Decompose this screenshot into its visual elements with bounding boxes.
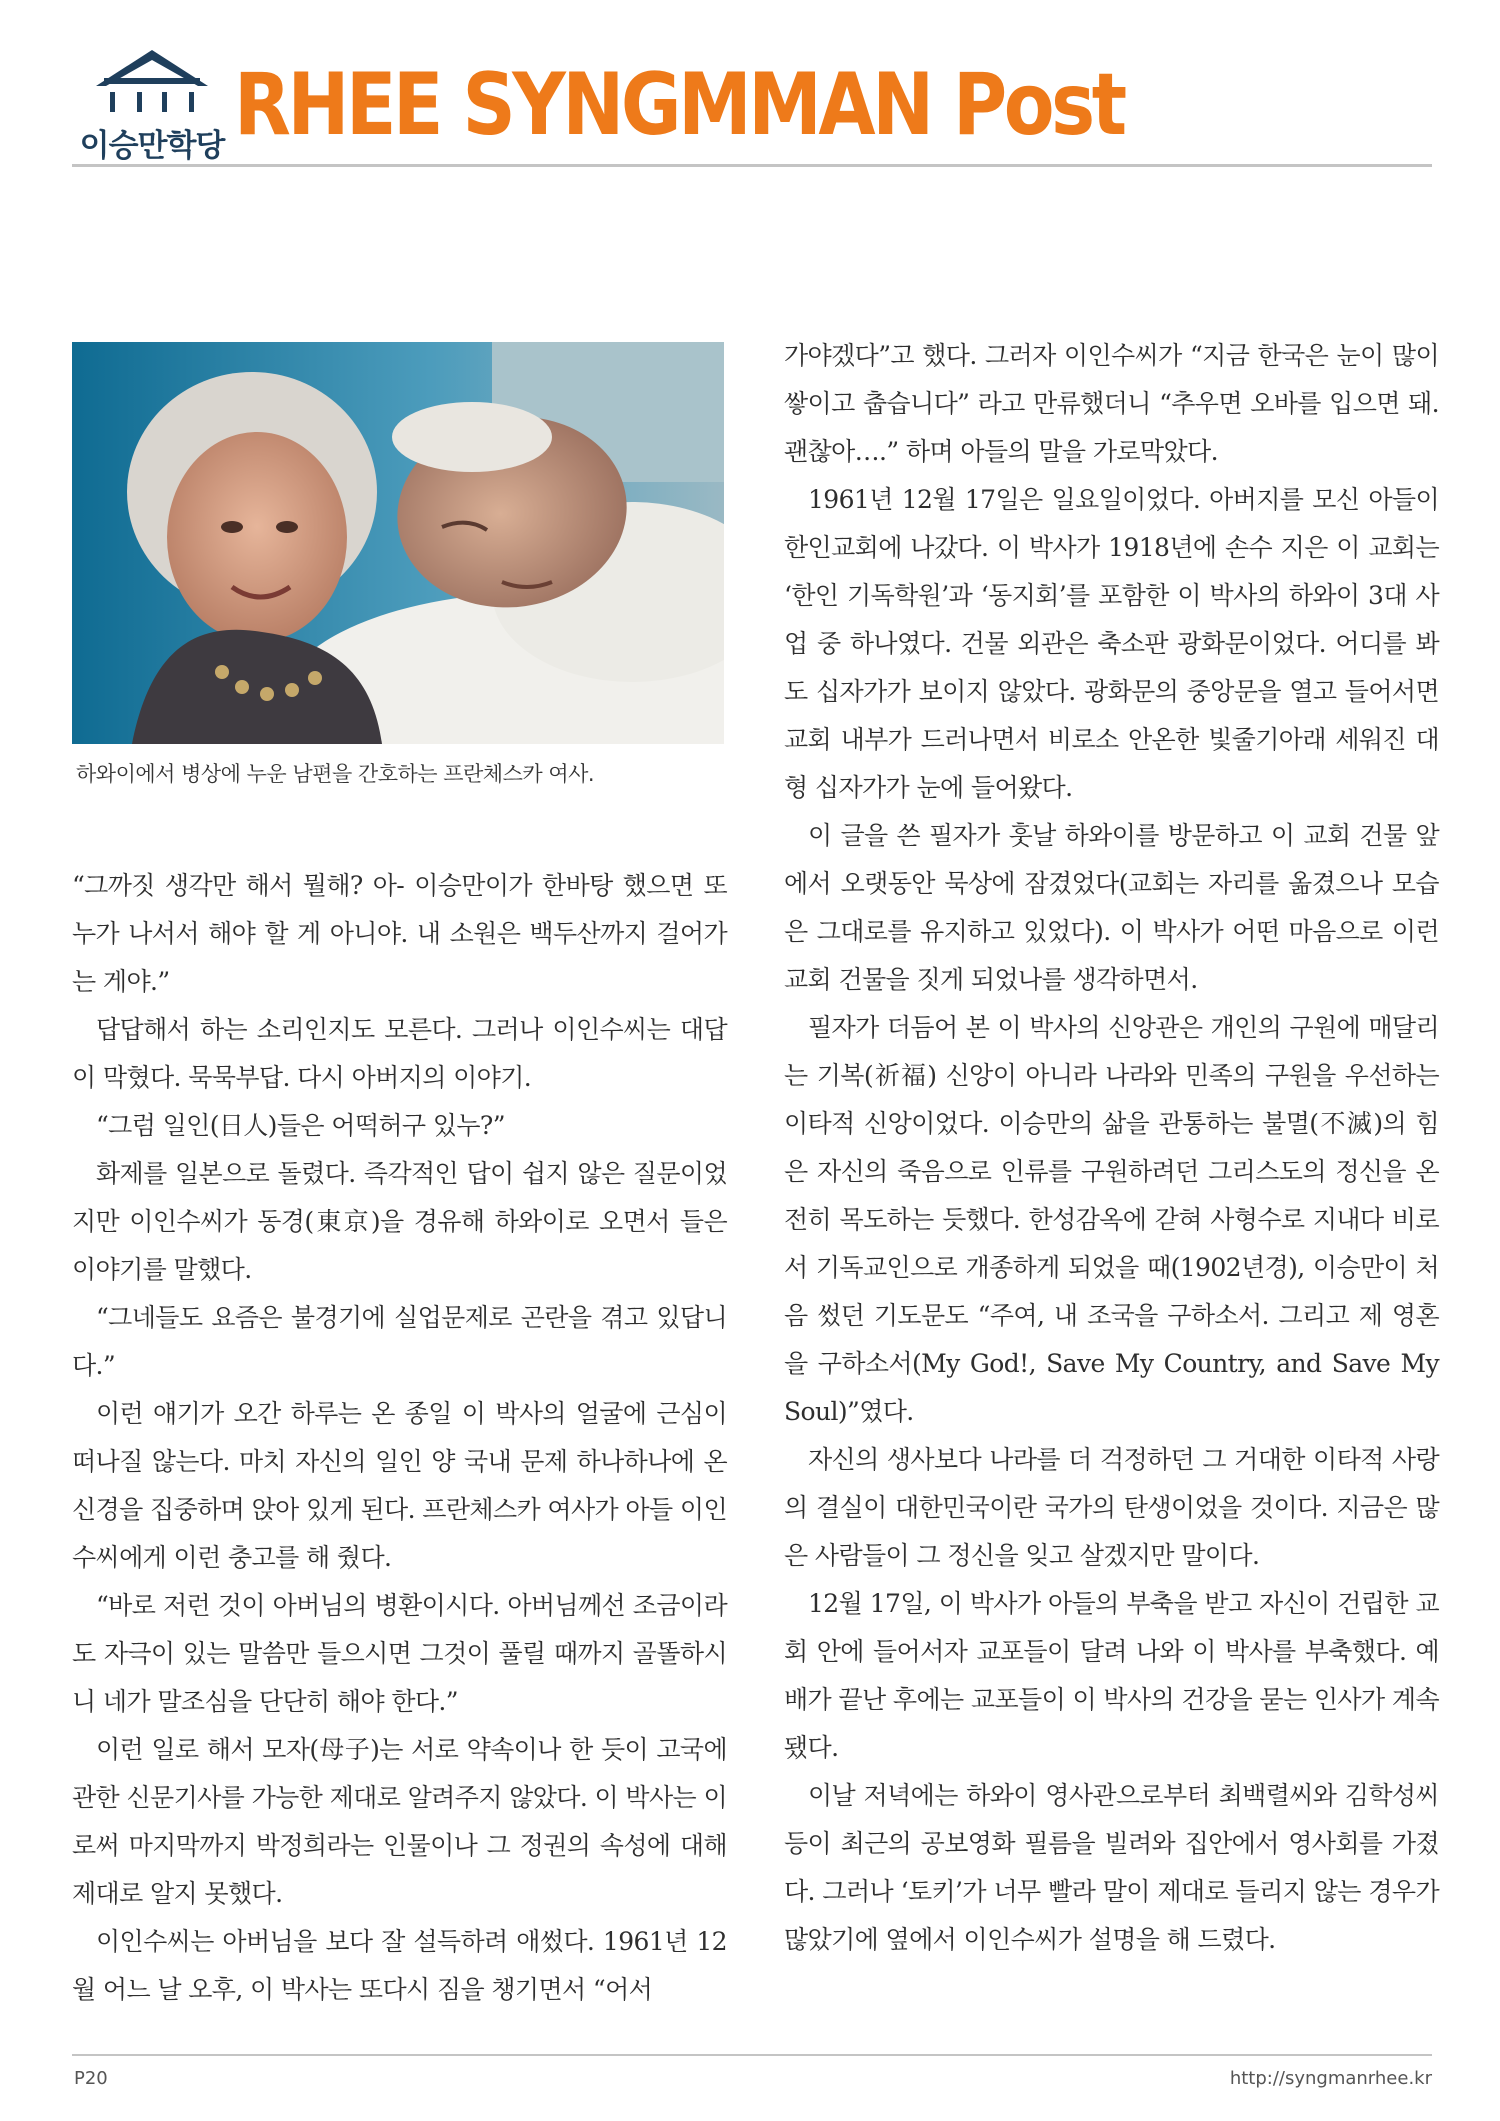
paragraph: 1961년 12월 17일은 일요일이었다. 아버지를 모신 아들이 한인교회에 나갔다. 이 박사가 1918년에 손수 지은 이 교회는 ‘한인 기독학원’과 ‘동지회’를 포함한 이 박사의 하와이 3대 사업 중 하나였다. 건물 외관은 축소판 광화문이었다. 어디를 봐도 십자가가 보이지 않았다. 광화문의 중앙문을 열고 들어서면 교회 내부가 드러나면서 비로소 안온한 빛줄기아래 세워진 대형 십자가가 눈에 들어왔다. (784, 485, 1439, 802)
masthead-title: RHEE SYNGMMAN Post (234, 55, 1124, 155)
paragraph: 자신의 생사보다 나라를 더 걱정하던 그 거대한 이타적 사랑의 결실이 대한민국이란 국가의 탄생이었을 것이다. 지금은 많은 사람들이 그 정신을 잊고 살겠지만 말이다. (784, 1445, 1439, 1570)
footer-rule (72, 2054, 1432, 2056)
paragraph: “그럼 일인(日人)들은 어떡허구 있누?” (96, 1111, 505, 1140)
paragraph: 가야겠다”고 했다. 그러자 이인수씨가 “지금 한국은 눈이 많이 쌓이고 춥습니다” 라고 만류했더니 “추우면 오바를 입으면 돼. 괜찮아….” 하며 아들의 말을 가로막았다. (784, 341, 1439, 466)
paragraph: 12월 17일, 이 박사가 아들의 부축을 받고 자신이 건립한 교회 안에 들어서자 교포들이 달려 나와 이 박사를 부축했다. 예배가 끝난 후에는 교포들이 이 박사의 건강을 묻는 인사가 계속됐다. (784, 1589, 1439, 1762)
paragraph: 답답해서 하는 소리인지도 모른다. 그러나 이인수씨는 대답이 막혔다. 묵묵부답. 다시 아버지의 이야기. (72, 1015, 727, 1092)
paragraph: 이런 얘기가 오간 하루는 온 종일 이 박사의 얼굴에 근심이 떠나질 않는다. 마치 자신의 일인 양 국내 문제 하나하나에 온 신경을 집중하며 앉아 있게 된다. 프란체스카 여사가 아들 이인수씨에게 이런 충고를 해 줬다. (72, 1399, 727, 1572)
paragraph: 이 글을 쓴 필자가 훗날 하와이를 방문하고 이 교회 건물 앞에서 오랫동안 묵상에 잠겼었다(교회는 자리를 옮겼으나 모습은 그대로를 유지하고 있었다). 이 박사가 어떤 마음으로 이런 교회 건물을 짓게 되었나를 생각하면서. (784, 821, 1439, 994)
page-header (72, 48, 1432, 168)
logo-text: 이승만학당 (79, 128, 225, 164)
paragraph: 이런 일로 해서 모자(母子)는 서로 약속이나 한 듯이 고국에 관한 신문기사를 가능한 제대로 알려주지 않았다. 이 박사는 이로써 마지막까지 박정희라는 인물이나 그 정권의 속성에 대해 제대로 알지 못했다. (72, 1735, 727, 1908)
photo-image (72, 342, 724, 744)
paragraph: “바로 저런 것이 아버님의 병환이시다. 아버님께선 조금이라도 자극이 있는 말씀만 들으시면 그것이 풀릴 때까지 골똘하시니 네가 말조심을 단단히 해야 한다.” (72, 1591, 727, 1716)
paragraph: 이날 저녁에는 하와이 영사관으로부터 최백렬씨와 김학성씨 등이 최근의 공보영화 필름을 빌려와 집안에서 영사회를 가졌다. 그러나 ‘토키’가 너무 빨라 말이 제대로 들리지 않는 경우가 많았기에 옆에서 이인수씨가 설명을 해 드렸다. (784, 1781, 1439, 1954)
photo (72, 342, 724, 744)
right-column (784, 332, 1439, 1964)
paragraph: 필자가 더듬어 본 이 박사의 신앙관은 개인의 구원에 매달리는 기복(祈福) 신앙이 아니라 나라와 민족의 구원을 우선하는 이타적 신앙이었다. 이승만의 삶을 관통하는 불멸(不滅)의 힘은 자신의 죽음으로 인류를 구원하려던 그리스도의 정신을 온전히 목도하는 듯했다. 한성감옥에 갇혀 사형수로 지내다 비로서 기독교인으로 개종하게 되었을 때(1902년경), 이승만이 처음 썼던 기도문도 “주여, 내 조국을 구하소서. 그리고 제 영혼을 구하소서(My God!, Save My Country, and Save My Soul)”였다. (784, 1013, 1439, 1426)
left-column (72, 862, 727, 2014)
paragraph: “그네들도 요즘은 불경기에 실업문제로 곤란을 겪고 있답니다.” (72, 1303, 727, 1380)
paragraph: 이인수씨는 아버님을 보다 잘 설득하려 애썼다. 1961년 12월 어느 날 오후, 이 박사는 또다시 짐을 챙기면서 “어서 (72, 1927, 727, 2004)
logo (72, 48, 232, 164)
website-url: http://syngmanrhee.kr (1229, 2068, 1432, 2089)
paragraph: 화제를 일본으로 돌렸다. 즉각적인 답이 쉽지 않은 질문이었지만 이인수씨가 동경(東京)을 경유해 하와이로 오면서 들은 이야기를 말했다. (72, 1159, 727, 1284)
paragraph: “그까짓 생각만 해서 뭘해? 아- 이승만이가 한바탕 했으면 또 누가 나서서 해야 할 게 아니야. 내 소원은 백두산까지 걸어가는 게야.” (72, 871, 727, 996)
header-rule (72, 164, 1432, 167)
photo-caption: 하와이에서 병상에 누운 남편을 간호하는 프란체스카 여사. (76, 762, 595, 786)
academy-building-icon (90, 48, 214, 118)
page-number: P20 (74, 2068, 108, 2089)
